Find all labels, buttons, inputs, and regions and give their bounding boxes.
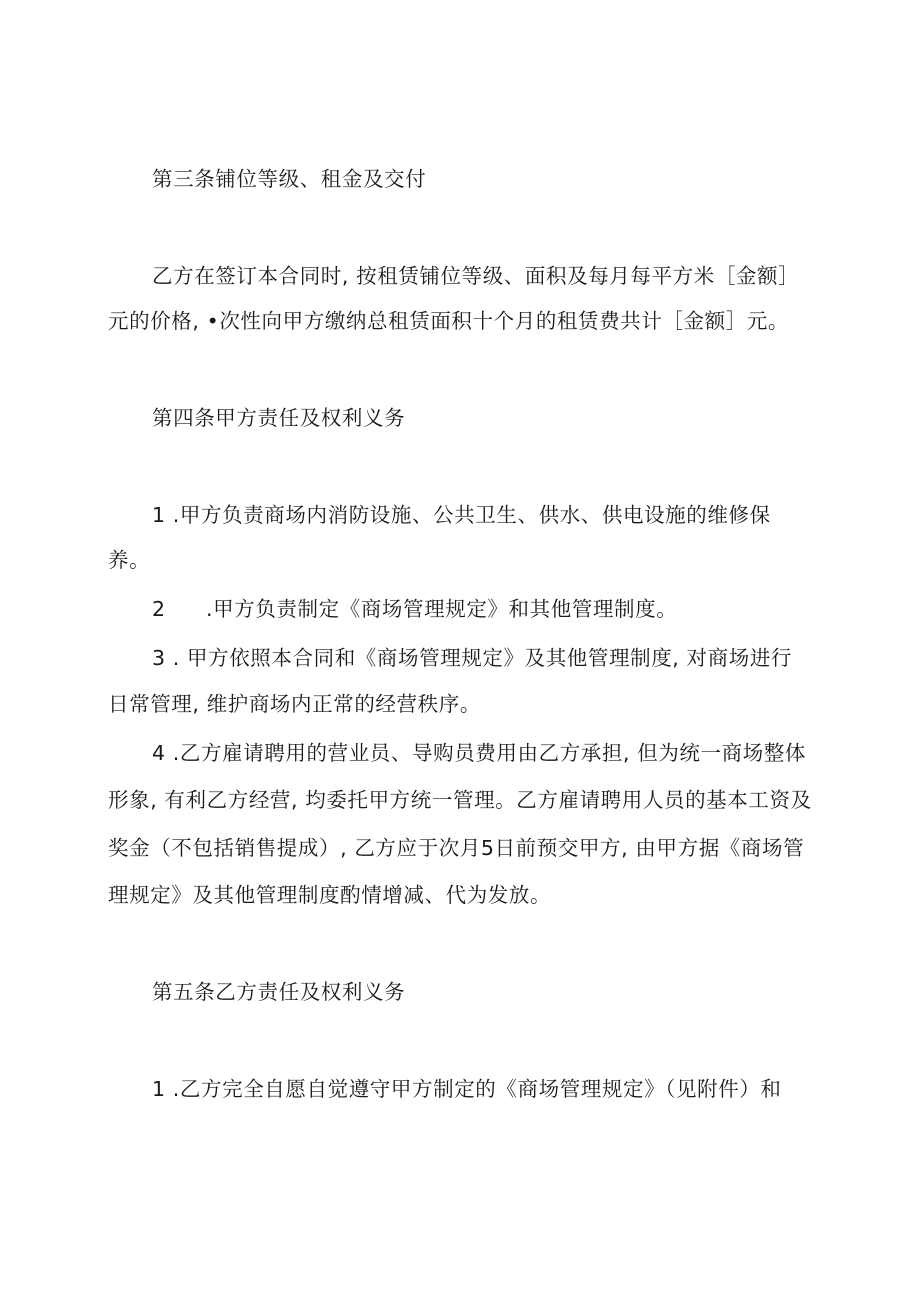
item-number: 4 [152,741,166,765]
article-3-paragraph-line-1: 乙方在签订本合同时, 按租赁铺位等级、面积及每月每平方米［金额］ [152,264,800,288]
item-text: .乙方完全自愿自觉遵守甲方制定的《商场管理规定》（见附件）和 [165,1077,782,1101]
item-text: .甲方负责制定《商场管理规定》和其他管理制度。 [206,597,678,621]
article-4-item-4-line-2: 形象, 有利乙方经营, 均委托甲方统一管理。乙方雇请聘用人员的基本工资及 [108,788,812,812]
article-4-item-1-line-2: 养。 [108,548,151,572]
article-4-item-4-line-1 [152,739,806,767]
article-5-heading: 第五条乙方责任及权利义务 [152,980,406,1004]
article-3-paragraph-line-2: 元的价格, •次性向甲方缴纳总租赁面积十个月的租赁费共计［金额］元。 [108,309,790,333]
item-number: 1 [152,1077,166,1101]
article-4-item-1-line-1 [152,501,771,529]
article-4-item-2-line-1 [152,595,677,623]
item-text: . 甲方依照本合同和《商场管理规定》及其他管理制度, 对商场进行 [165,646,793,670]
article-3-heading: 第三条铺位等级、租金及交付 [152,167,427,191]
item-text: .甲方负责商场内消防设施、公共卫生、供水、供电设施的维修保 [165,503,771,527]
item-number: 1 [152,503,166,527]
article-4-item-3-line-1 [152,644,792,672]
article-4-item-3-line-2: 日常管理, 维护商场内正常的经营秩序。 [108,692,481,716]
item-text: .乙方雇请聘用的营业员、导购员费用由乙方承担, 但为统一商场整体 [165,741,807,765]
article-4-item-4-line-3: 奖金（不包括销售提成）, 乙方应于次月5日前预交甲方, 由甲方据《商场管 [108,836,805,860]
article-5-item-1-line-1 [152,1075,782,1103]
item-number: 2 [152,597,166,621]
item-number: 3 [152,646,166,670]
article-4-item-4-line-4: 理规定》及其他管理制度酌情增减、代为发放。 [108,883,552,907]
article-4-heading: 第四条甲方责任及权利义务 [152,406,406,430]
